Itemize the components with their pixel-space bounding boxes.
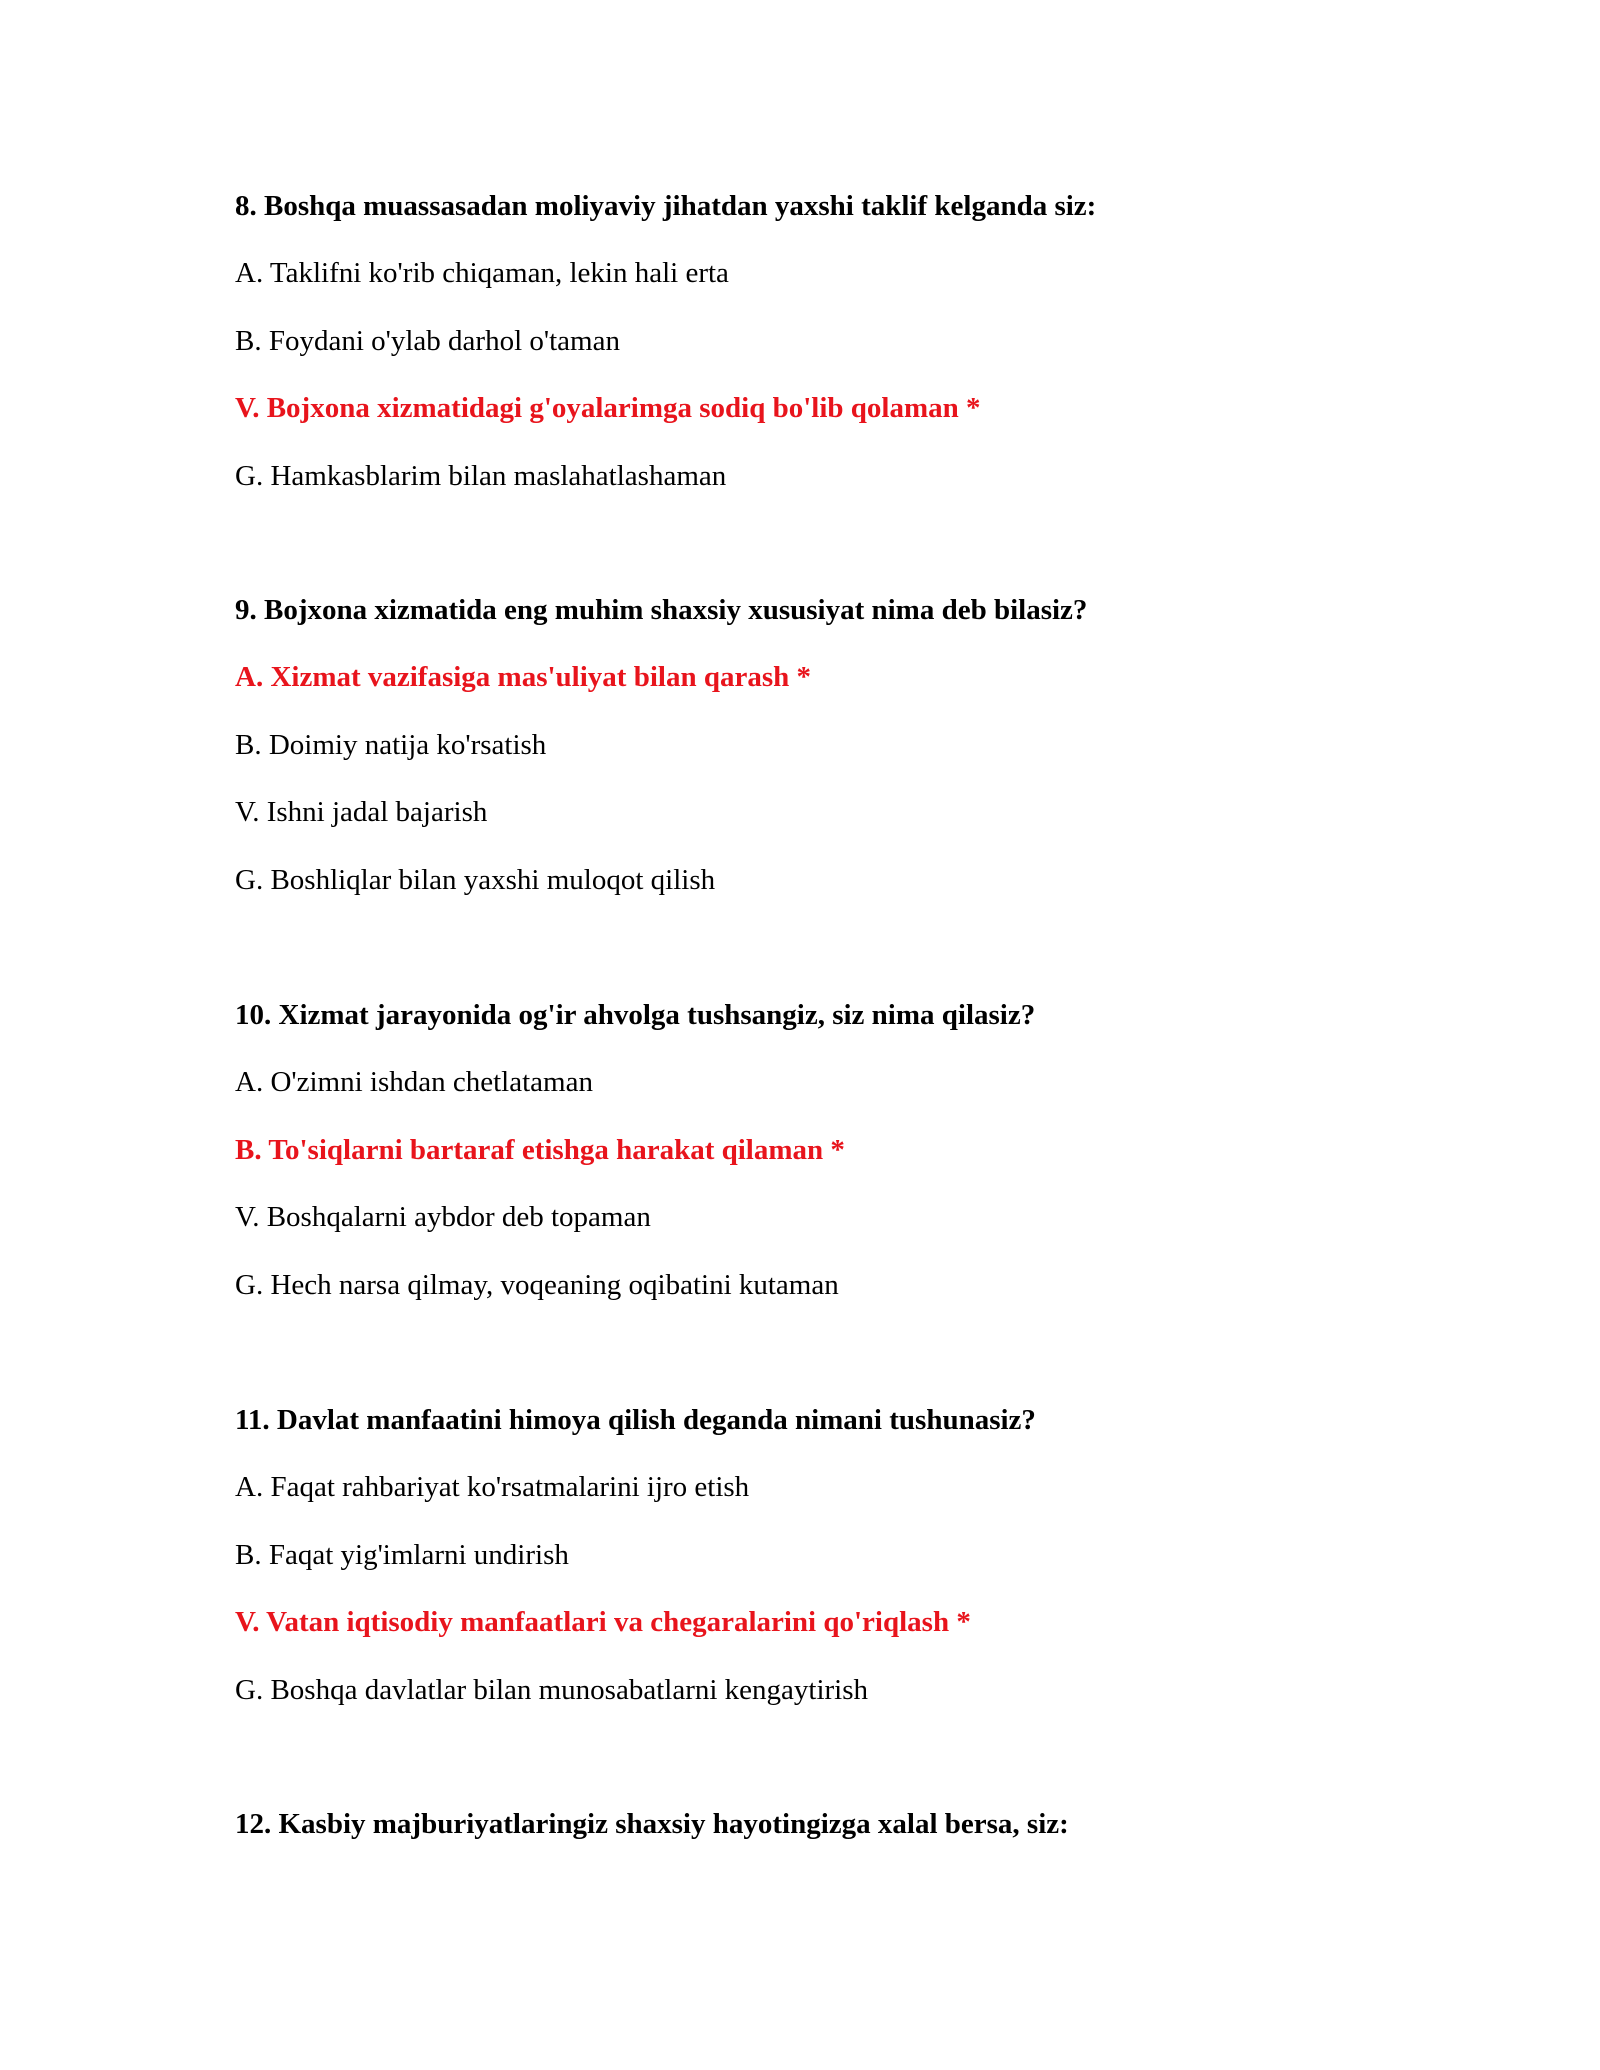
question-text: 9. Bojxona xizmatida eng muhim shaxsiy xususiyat nima deb bilasiz? — [235, 594, 1088, 626]
question-block-12 — [235, 1807, 1435, 1841]
question-block-9 — [235, 593, 1435, 897]
answer-option-v-correct: V. Bojxona xizmatidagi g'oyalarimga sodiq bo'lib qolaman * — [235, 392, 981, 425]
answer-option-v: V. Boshqalarni aybdor deb topaman — [235, 1201, 651, 1234]
answer-option-g: G. Boshqa davlatlar bilan munosabatlarni kengaytirish — [235, 1673, 869, 1706]
answer-option-a-correct: A. Xizmat vazifasiga mas'uliyat bilan qarash * — [235, 661, 811, 694]
question-text: 11. Davlat manfaatini himoya qilish deganda nimani tushunasiz? — [235, 1404, 1036, 1436]
answer-option-a: A. O'zimni ishdan chetlataman — [235, 1066, 593, 1099]
answer-option-g: G. Boshliqlar bilan yaxshi muloqot qilish — [235, 863, 716, 896]
answer-option-g: G. Hech narsa qilmay, voqeaning oqibatini kutaman — [235, 1268, 839, 1301]
answer-option-a: A. Taklifni ko'rib chiqaman, lekin hali erta — [235, 257, 729, 290]
answer-option-b: B. Doimiy natija ko'rsatish — [235, 728, 547, 761]
answer-option-a: A. Faqat rahbariyat ko'rsatmalarini ijro etish — [235, 1471, 750, 1504]
answer-option-v: V. Ishni jadal bajarish — [235, 796, 488, 829]
answer-option-b: B. Faqat yig'imlarni undirish — [235, 1538, 569, 1571]
answer-option-b: B. Foydani o'ylab darhol o'taman — [235, 324, 620, 357]
question-text: 10. Xizmat jarayonida og'ir ahvolga tushsangiz, siz nima qilasiz? — [235, 999, 1036, 1031]
answer-option-g: G. Hamkasblarim bilan maslahatlashaman — [235, 459, 727, 492]
question-text: 8. Boshqa muassasadan moliyaviy jihatdan yaxshi taklif kelganda siz: — [235, 190, 1097, 222]
question-block-10 — [235, 998, 1435, 1302]
question-text: 12. Kasbiy majburiyatlaringiz shaxsiy hayotingizga xalal bersa, siz: — [235, 1808, 1069, 1840]
question-block-8 — [235, 189, 1435, 493]
answer-option-v-correct: V. Vatan iqtisodiy manfaatlari va chegaralarini qo'riqlash * — [235, 1606, 971, 1639]
question-block-11 — [235, 1403, 1435, 1707]
answer-option-b-correct: B. To'siqlarni bartaraf etishga harakat qilaman * — [235, 1133, 845, 1166]
